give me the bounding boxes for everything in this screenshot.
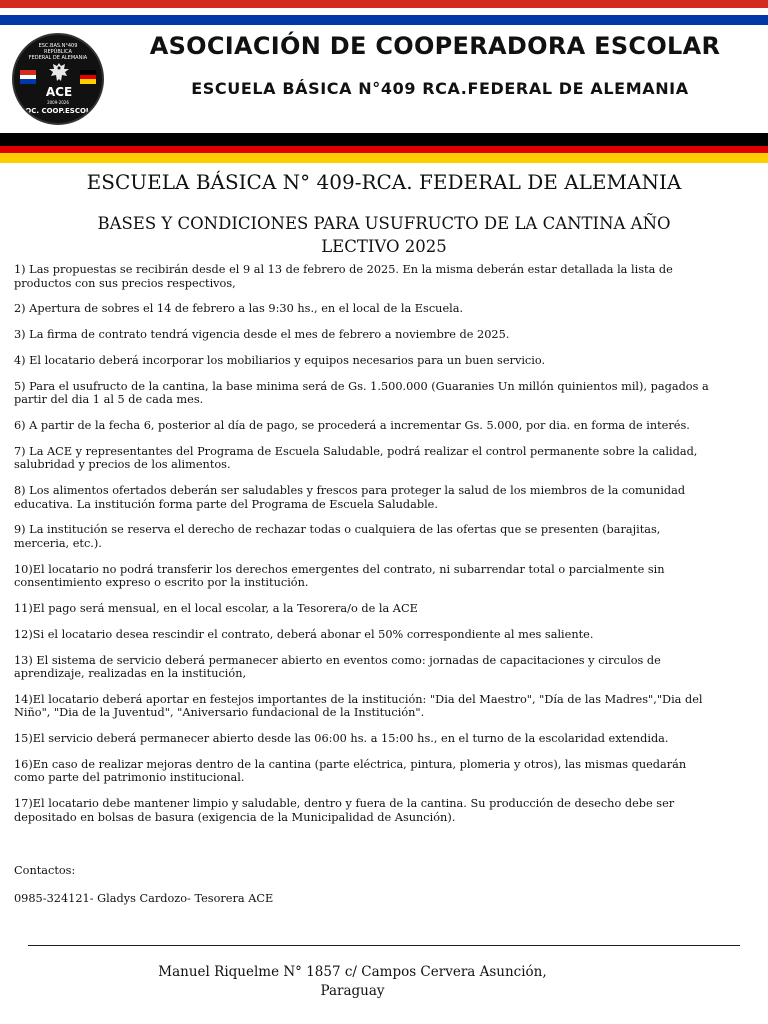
clause-item: 6) A partir de la fecha 6, posterior al día de pago, se procederá a incrementar Gs. 5.000, por dia. en forma de interés. xyxy=(14,418,690,432)
paraguay-flag-icon xyxy=(20,70,36,84)
clause-item: 13) El sistema de servicio deberá permanecer abierto en eventos como: jornadas de capacitaciones y circulos de aprendizaje, realizadas en la institución, xyxy=(14,653,661,681)
clauses-list xyxy=(14,263,714,837)
germany-flag-icon xyxy=(80,70,96,84)
flag-stripe-black xyxy=(0,133,768,146)
document-subtitle-line1: BASES Y CONDICIONES PARA USUFRUCTO DE LA CANTINA AÑO xyxy=(97,214,671,233)
document-subtitle-line2: LECTIVO 2025 xyxy=(321,237,447,256)
header-title: ASOCIACIÓN DE COOPERADORA ESCOLAR xyxy=(149,32,721,60)
clause-item: 15)El servicio deberá permanecer abierto desde las 06:00 hs. a 15:00 hs., en el turno de la escolaridad extendida. xyxy=(14,732,669,746)
clause-item: 17)El locatario debe mantener limpio y saludable, dentro y fuera de la cantina. Su producción de desecho debe ser depositado en bolsas de basura (exigencia de la Municipalidad de Asunción). xyxy=(14,797,675,824)
header-subtitle: ESCUELA BÁSICA N°409 RCA.FEDERAL DE ALEMANIA xyxy=(191,79,689,98)
logo-bottom-text: ASOC. COOP.ESCOLAR xyxy=(14,107,102,115)
address-line2: Paraguay xyxy=(320,983,385,999)
footer-address xyxy=(130,963,575,1001)
clause-item: 8) Los alimentos ofertados deberán ser saludables y frescos para proteger la salud de los miembros de la comunidad educativa. La institución forma parte del Programa de Escuela Saludable. xyxy=(14,484,686,511)
eagle-icon xyxy=(48,61,70,85)
logo-ace-label: ACE xyxy=(36,85,82,99)
ace-logo xyxy=(12,33,104,125)
clause-item: 7) La ACE y representantes del Programa de Escuela Saludable, podrá realizar el control permanente sobre la calidad, salubridad y precios de los alimentos. xyxy=(14,444,698,472)
address-line1: Manuel Riquelme N° 1857 c/ Campos Cervera Asunción, xyxy=(158,964,547,980)
flag-stripe-red xyxy=(0,146,768,153)
flag-stripe-blue-top xyxy=(0,15,768,25)
clause-item: 12)Si el locatario desea rescindir el contrato, deberá abonar el 50% correspondiente al mes saliente. xyxy=(14,627,594,641)
logo-top-text: ESC.BAS.N°409 REPÚBLICA FEDERAL DE ALEMANIA xyxy=(28,43,88,61)
logo-year: 2009-2026 xyxy=(47,100,69,105)
clause-item: 4) El locatario deberá incorporar los mobiliarios y equipos necesarios para un buen servicio. xyxy=(14,353,546,367)
flag-stripe-gold xyxy=(0,153,768,163)
footer-divider xyxy=(28,945,740,946)
clause-item: 1) Las propuestas se recibirán desde el 9 al 13 de febrero de 2025. En la misma deberán estar detallada la lista de productos con sus precios respectivos, xyxy=(14,263,673,290)
clause-item: 2) Apertura de sobres el 14 de febrero a las 9:30 hs., en el local de la Escuela. xyxy=(14,302,464,316)
clause-item: 14)El locatario deberá aportar en festejos importantes de la institución: "Dia del Maestro", "Día de las Madres","Dia del Niño", "Dia de la Juventud", "Aniversario fundacional de la Institución". xyxy=(14,692,703,720)
clause-item: 16)En caso de realizar mejoras dentro de la cantina (parte eléctrica, pintura, plomeria y otros), las mismas quedarán como parte del patrimonio institucional. xyxy=(14,757,687,785)
contacts-label: Contactos: xyxy=(14,864,76,877)
clause-item: 3) La firma de contrato tendrá vigencia desde el mes de febrero a noviembre de 2025. xyxy=(14,328,510,342)
clause-item: 9) La institución se reserva el derecho de rechazar todas o cualquiera de las ofertas que se presenten (barajitas, merceria, etc.). xyxy=(14,523,661,550)
flag-stripe-red-top xyxy=(0,0,768,8)
document-subtitle xyxy=(40,212,728,258)
clause-item: 11)El pago será mensual, en el local escolar, a la Tesorera/o de la ACE xyxy=(14,601,418,615)
clause-item: 10)El locatario no podrá transferir los derechos emergentes del contrato, ni subarrendar total o parcialmente sin consentimiento expreso o escrito por la institución. xyxy=(14,562,665,590)
clause-item: 5) Para el usufructo de la cantina, la base minima será de Gs. 1.500.000 (Guaranies Un millón quinientos mil), pagados a partir del dia 1 al 5 de cada mes. xyxy=(14,379,709,407)
document-title: ESCUELA BÁSICA N° 409-RCA. FEDERAL DE ALEMANIA xyxy=(86,170,682,194)
flag-stripe-white-top xyxy=(0,8,768,15)
contacts-value: 0985-324121- Gladys Cardozo- Tesorera ACE xyxy=(14,892,274,905)
